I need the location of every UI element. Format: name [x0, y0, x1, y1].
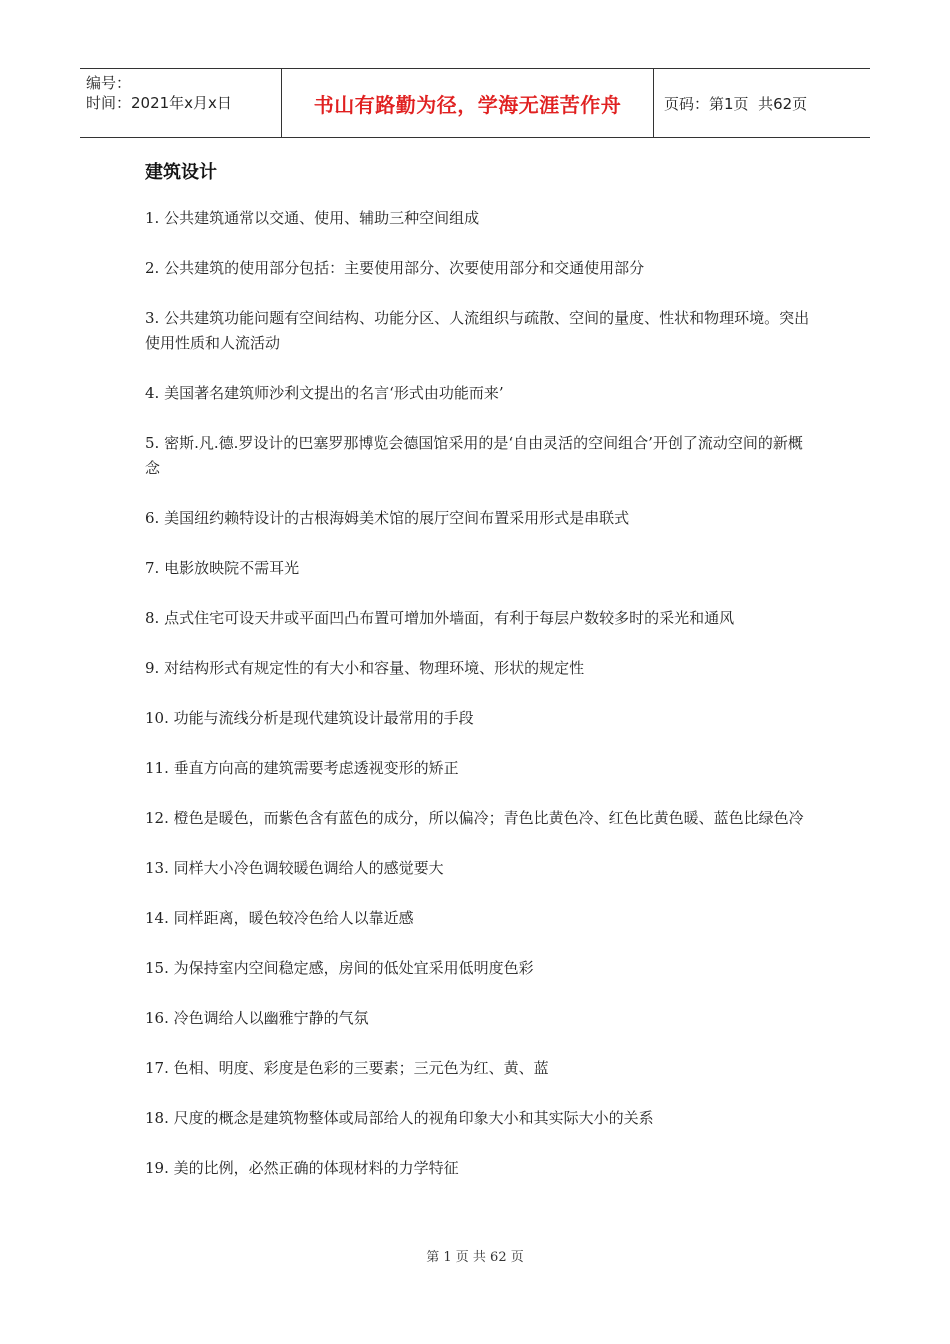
list-item: 17. 色相、明度、彩度是色彩的三要素；三元色为红、黄、蓝: [145, 1059, 549, 1077]
list-item: 19. 美的比例，必然正确的体现材料的力学特征: [145, 1159, 459, 1177]
list-item: 4. 美国著名建筑师沙利文提出的名言‘形式由功能而来’: [145, 384, 504, 402]
page-header: [80, 68, 870, 138]
list-item: 6. 美国纽约赖特设计的古根海姆美术馆的展厅空间布置采用形式是串联式: [145, 509, 630, 527]
list-item: 10. 功能与流线分析是现代建筑设计最常用的手段: [145, 709, 474, 727]
list-item: 2. 公共建筑的使用部分包括：主要使用部分、次要使用部分和交通使用部分: [145, 259, 645, 277]
section-title: 建筑设计: [145, 162, 217, 183]
list-item: 18. 尺度的概念是建筑物整体或局部给人的视角印象大小和其实际大小的关系: [145, 1109, 654, 1127]
list-item: 5. 密斯.凡.德.罗设计的巴塞罗那博览会德国馆采用的是‘自由灵活的空间组合’开创了流动空间的新概念: [145, 434, 803, 477]
list-item: 9. 对结构形式有规定性的有大小和容量、物理环境、形状的规定性: [145, 659, 585, 677]
document-number-label: 编号：: [86, 74, 132, 92]
header-page-cell: [654, 69, 870, 137]
list-item: 11. 垂直方向高的建筑需要考虑透视变形的矫正: [145, 759, 459, 777]
item-list: [145, 206, 810, 1181]
list-item: 12. 橙色是暖色，而紫色含有蓝色的成分，所以偏冷；青色比黄色冷、红色比黄色暖、蓝色比绿色冷: [145, 809, 804, 827]
list-item: 7. 电影放映院不需耳光: [145, 559, 300, 577]
list-item: 8. 点式住宅可设天井或平面凹凸布置可增加外墙面，有利于每层户数较多时的采光和通风: [145, 609, 735, 627]
header-page-info: 页码：第1页 共62页: [664, 94, 808, 113]
list-item: 1. 公共建筑通常以交通、使用、辅助三种空间组成: [145, 209, 480, 227]
header-motto-cell: [282, 69, 654, 137]
document-body: [145, 158, 810, 1206]
page-footer: 第 1 页 共 62 页: [426, 1250, 524, 1265]
list-item: 13. 同样大小冷色调较暖色调给人的感觉要大: [145, 859, 444, 877]
list-item: 3. 公共建筑功能问题有空间结构、功能分区、人流组织与疏散、空间的量度、性状和物理环境。突出使用性质和人流活动: [145, 309, 810, 352]
header-meta: [80, 69, 282, 137]
document-date: 时间：2021年x月x日: [86, 94, 232, 112]
list-item: 15. 为保持室内空间稳定感，房间的低处宜采用低明度色彩: [145, 959, 534, 977]
header-motto: 书山有路勤为径，学海无涯苦作舟: [313, 92, 622, 117]
list-item: 14. 同样距离，暖色较冷色给人以靠近感: [145, 909, 414, 927]
list-item: 16. 冷色调给人以幽雅宁静的气氛: [145, 1009, 369, 1027]
